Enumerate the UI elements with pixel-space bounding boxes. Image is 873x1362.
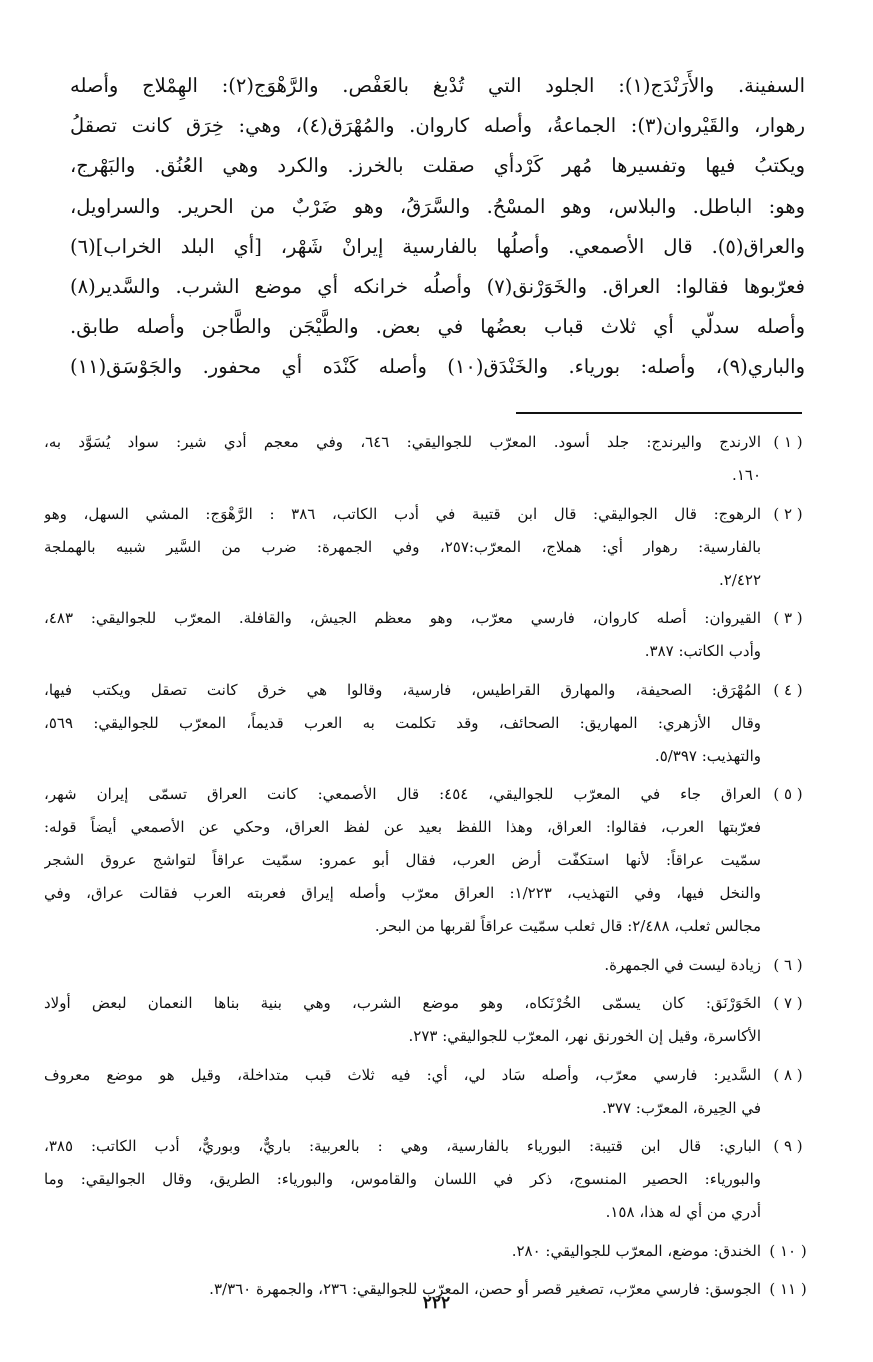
footnote-line: الخندق: موضع، المعرّب للجواليقي: ٢٨٠. (511, 1241, 761, 1260)
footnote-line: القيروان: أصله كاروان، فارسي معرّب، وهو معظم الجيش، والقافلة. المعرّب للجواليقي: ٤٨٣، (44, 609, 761, 627)
footnote (44, 498, 811, 597)
footnote-line: زيادة ليست في الجمهرة. (604, 955, 761, 974)
footnote-line: المُهْرَق: الصحيفة، والمهارق القراطيس، فارسية، وقالوا هي خرق كانت تصقل ويكتب فيها، (44, 680, 761, 699)
footnote-line: الباري: قال ابن قتيبة: البورياء بالفارسية، وهي : بالعربية: باريٌّ، وبوريٌّ، أدب الكاتب: ٣٨٥، (44, 1137, 761, 1155)
footnote (44, 778, 811, 943)
footnote (44, 949, 811, 982)
footnote (44, 987, 811, 1053)
main-text-line: السفينة. والأَرَنْدَج(١): الجلود التي تُدْبغ بالعَفْص. والرَّهْوَج(٢): الهِمْلاج وأصله (70, 74, 805, 97)
footnote-separator-rule (516, 412, 802, 414)
footnote-line: بالفارسية: رهوار أي: هملاج، المعرّب:٢٥٧، وفي الجمهرة: ضرب من السَّير شبيه بالهملجة (44, 537, 761, 556)
footnote-line: الرهوج: قال الجواليقي: قال ابن قتيبة في أدب الكاتب، ٣٨٦ : الرَّهْوَج: المشي السهل، وهو (44, 504, 761, 523)
footnote (44, 1059, 811, 1125)
footnote-number: ( ١١ ) (769, 1280, 807, 1298)
page-number: ٢٢٢ (422, 1293, 451, 1313)
footnote (44, 426, 811, 492)
main-text-line: وأصله سدلّي أي ثلاث قباب بعضُها في بعض. والطَّيْجَن والطَّاجن وأصله طابق. (70, 315, 805, 339)
footnote-line: فعرّبتها العرب، فقالوا: العراق، وهذا اللفظ بعيد عن لفظ العراق، وحكي عن الأصمعي أيضاً قوله: (44, 818, 761, 836)
footnote-number: ( ٢ ) (773, 504, 803, 523)
footnote-line: مجالس ثعلب، ٢/٤٨٨: قال ثعلب سمّيت عراقاً لقربها من البحر. (374, 917, 761, 935)
footnote-line: الارندج واليرندج: جلد أسود. المعرّب للجواليقي: ٦٤٦، وفي معجم أدي شير: سواد يُسَوَّد به، (44, 433, 761, 451)
footnote-number: ( ٩ ) (773, 1137, 803, 1155)
footnote-line: وقال الأزهري: المهاريق: الصحائف، وقد تكلمت به العرب قديماً، المعرّب للجواليقي: ٥٦٩، (44, 713, 761, 732)
footnote-line: سمّيت عراقاً: لأنها استكفّت أرض العرب، فقال أبو عمرو: سمّيت عراقاً لتواشج عروق الشجر (44, 851, 761, 869)
footnote-line: الأكاسرة، وقيل إن الخورنق نهر، المعرّب للجواليقي: ٢٧٣. (408, 1027, 761, 1045)
main-text-line: ويكتبُ فيها وتفسيرها مُهر كَرْدأي صقلت بالخرز. والكرد وهي العُنُق. والبَهْرج، (70, 154, 805, 178)
footnote-number: ( ٨ ) (773, 1065, 803, 1084)
footnote-line: السَّدير: فارسي معرّب، وأصله سَاد لي، أي: فيه ثلاث قبب متداخلة، وقيل هو موضع معروف (44, 1065, 761, 1084)
main-text-line: رهوار، والقَيْروان(٣): الجماعةُ، وأصله كاروان. والمُهْرَق(٤)، وهي: خِرَق كانت تصقلُ (70, 114, 805, 138)
footnote-line: وأدب الكاتب: ٣٨٧. (644, 642, 761, 660)
footnote-line: والبورياء: الحصير المنسوج، ذكر في اللسان والقاموس، والبورياء: الطريق، وقال الجواليقي: وما (44, 1170, 761, 1188)
footnote-line: الخَوَرْنَق: كان يسمّى الخُرْنَكاه، وهو موضع الشرب، وهي بنية بناها النعمان لبعض أولاد (44, 994, 761, 1012)
main-text-line: وهو: الباطل. والبلاس، وهو المسْحُ. والسَّرَقُ، وهو ضَرْبٌ من الحرير. والسراويل، (70, 194, 805, 218)
main-text-line: والباري(٩)، وأصله: بورياء. والخَنْدَق(١٠) وأصله كَنْدَه أي محفور. والجَوْسَق(١١) (70, 355, 805, 379)
footnote-number: ( ٤ ) (773, 680, 803, 699)
footnote (44, 674, 811, 773)
footnote-line: في الحِيرة، المعرّب: ٣٧٧. (602, 1098, 761, 1117)
footnote (44, 1130, 811, 1229)
footnote-line: الجوسق: فارسي معرّب، تصغير قصر أو حصن، المعرّب للجواليقي: ٢٣٦، والجمهرة ٣/٣٦٠. (209, 1280, 761, 1298)
footnote-number: ( ٣ ) (773, 609, 803, 627)
footnote-line: العراق جاء في المعرّب للجواليقي، ٤٥٤: قال الأصمعي: كانت العراق تسمّى إيران شهر، (44, 785, 761, 803)
footnote-number: ( ٦ ) (773, 955, 803, 974)
footnote-line: ١٦٠. (732, 466, 761, 484)
footnote-number: ( ١٠ ) (769, 1241, 807, 1260)
footnote-line: والتهذيب: ٥/٣٩٧. (654, 746, 761, 765)
main-text-block (70, 66, 805, 388)
footnote-line: أدري من أي له هذا، ١٥٨. (605, 1203, 761, 1221)
main-text-line: فعرّبوها فقالوا: العراق. والخَوَرْنق(٧) وأصلُه خرانكه أي موضع الشرب. والسَّدير(٨) (70, 274, 805, 298)
footnote-number: ( ١ ) (773, 433, 803, 451)
footnote-line: ٢/٤٢٢. (718, 570, 761, 589)
footnote (44, 1235, 811, 1268)
main-text-line: والعراق(٥). قال الأصمعي. وأصلُها بالفارسية إيرانْ شَهْر، [أي البلد الخراب](٦) (70, 234, 805, 258)
footnote-number: ( ٥ ) (773, 785, 803, 803)
footnote-line: والنخل فيها، وفي التهذيب، ١/٢٢٣: العراق معرّب وأصله إيراق فعربته العرب فقالت عراق، وفي (44, 884, 761, 902)
footnote (44, 602, 811, 668)
footnotes-block (44, 426, 811, 1312)
footnote-number: ( ٧ ) (773, 994, 803, 1012)
